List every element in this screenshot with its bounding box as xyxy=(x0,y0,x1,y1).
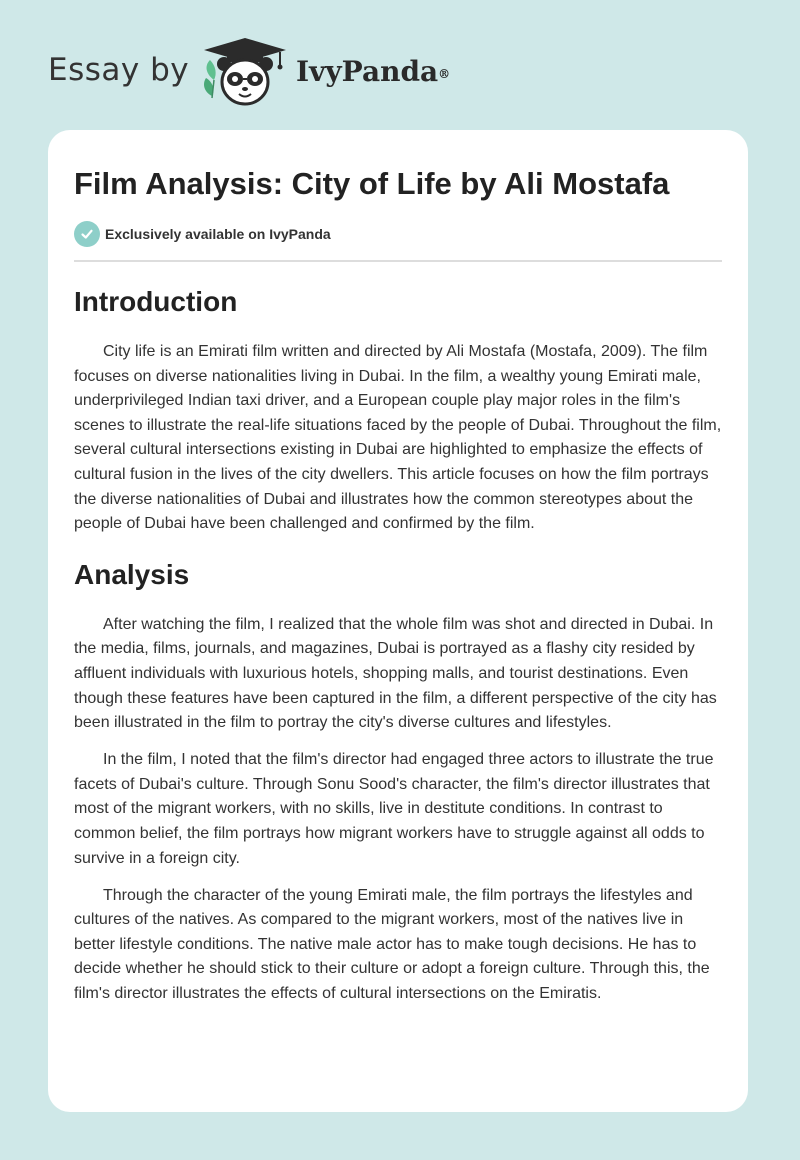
paragraph: Through the character of the young Emirati male, the film portrays the lifestyles and cultures of the natives. As compared to the migrant workers, most of the natives live in better lifestyle conditions. The native male actor has to make tough decisions. He has to decide whether he should stick to their culture or adopt a foreign culture. Through this, the film's director illustrates the effects of cultural intersections on the Emiratis. xyxy=(74,886,710,1003)
site-header xyxy=(0,0,800,130)
registered-mark: ® xyxy=(438,67,451,81)
paragraph: City life is an Emirati film written and directed by Ali Mostafa (Mostafa, 2009). The film focuses on diverse nationalities living in Dubai. In the film, a wealthy young Emirati male, underprivileged Indian taxi driver, and a European couple play major roles in the film's scenes to illustrate the real-life situations faced by the people of Dubai. Throughout the film, several cultural intersections existing in Dubai are highlighted to emphasize the effects of cultural fusion in the lives of the city dwellers. This article focuses on how the film portrays the diverse nationalities of Dubai and illustrates how the common stereotypes about the people of Dubai have been challenged and confirmed by the film. xyxy=(74,343,722,533)
paragraph: In the film, I noted that the film's director had engaged three actors to illustrate the true facets of Dubai's culture. Through Sonu Sood's character, the film's director illustrates that most of the migrant workers, with no skills, live in destitute conditions. In contrast to common belief, the film portrays how migrant workers have to struggle against all odds to survive in a foreign city. xyxy=(74,751,714,867)
exclusive-badge xyxy=(74,220,722,248)
panda-graduate-logo-icon[interactable] xyxy=(200,36,290,108)
badge-label: Exclusively available on IvyPanda xyxy=(105,226,331,242)
essay-by-label: Essay by xyxy=(48,52,190,88)
brand-name[interactable] xyxy=(296,54,450,90)
title-divider xyxy=(74,260,722,262)
brand-text: IvyPanda xyxy=(296,55,439,88)
essay-card xyxy=(48,130,748,1112)
check-circle-icon xyxy=(74,221,100,247)
section-heading-introduction: Introduction xyxy=(74,286,238,317)
paragraph: After watching the film, I realized that the whole film was shot and directed in Dubai. In the media, films, journals, and magazines, Dubai is portrayed as a flashy city resided by affluent individuals with luxurious hotels, shopping malls, and tourist destinations. Even though these features have been captured in the film, a different perspective of the city has been illustrated in the film to portray the city's diverse cultures and lifestyles. xyxy=(74,615,717,732)
page-title: Film Analysis: City of Life by Ali Mostafa xyxy=(74,166,670,201)
section-heading-analysis: Analysis xyxy=(74,558,190,590)
